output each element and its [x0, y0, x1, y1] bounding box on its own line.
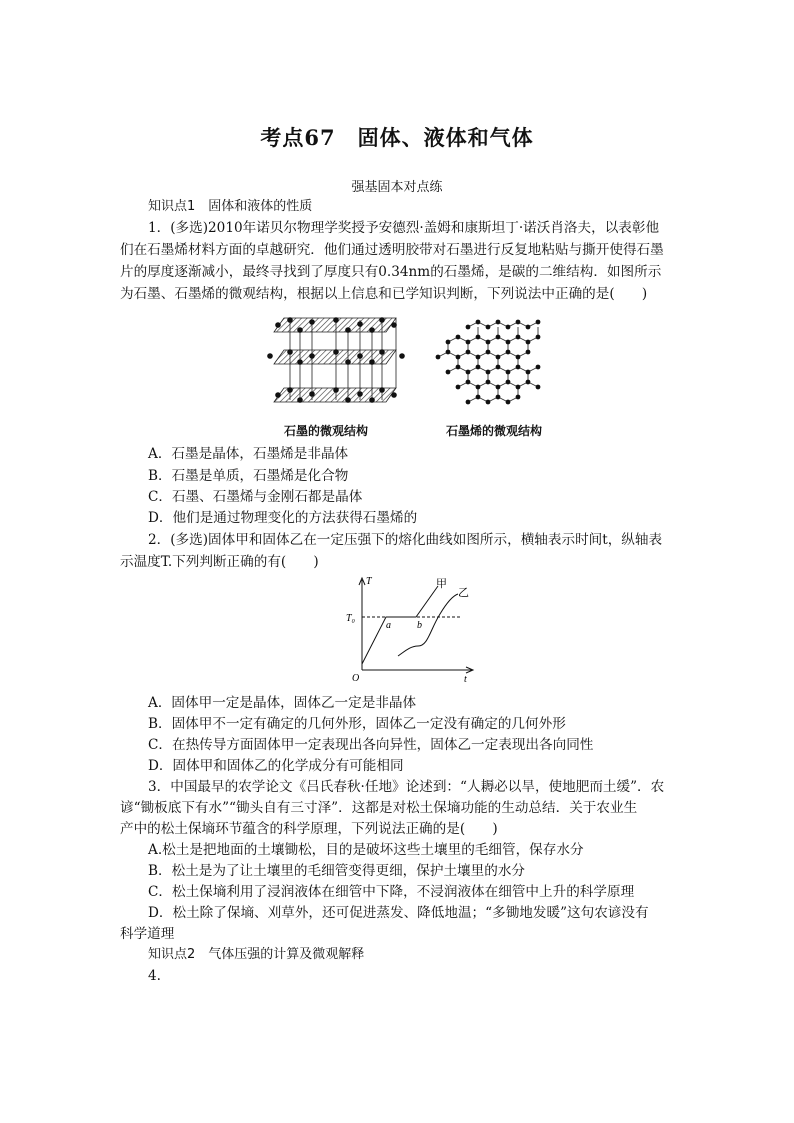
graphite-caption: 石墨的微观结构 — [284, 424, 369, 438]
melting-curve-graph — [340, 574, 480, 684]
q2-option-a: A．固体甲一定是晶体，固体乙一定是非晶体 — [148, 695, 417, 711]
q1-line-2: 们在石墨烯材料方面的卓越研究．他们通过透明胶带对石墨进行反复地粘贴与撕开使得石墨 — [120, 242, 664, 258]
q1-option-a: A．石墨是晶体，石墨烯是非晶体 — [148, 446, 349, 462]
q3-option-a: A.松土是把地面的土壤锄松，目的是破坏这些土壤里的毛细管，保存水分 — [148, 842, 584, 858]
origin-label: O — [352, 673, 360, 684]
q3-line-1: 3．中国最早的农学论文《吕氏春秋·任地》论述到：“人耨必以旱，使地肥而土缓”．农 — [148, 779, 665, 795]
curve-yi — [398, 594, 458, 656]
q2-line-2: 示温度T.下列判断正确的有( ) — [120, 554, 319, 570]
curve-jia-label: 甲 — [436, 577, 447, 590]
graphite-structure-figure — [264, 310, 414, 415]
q3-line-3: 产中的松土保墒环节蕴含的科学原理，下列说法正确的是( ) — [120, 821, 498, 837]
q2-line-1: 2．(多选)固体甲和固体乙在一定压强下的熔化曲线如图所示，横轴表示时间t，纵轴表 — [148, 532, 663, 548]
q1-option-d: D．他们是通过物理变化的方法获得石墨烯的 — [148, 510, 418, 526]
y-axis-label: T — [366, 576, 372, 587]
section-heading-2: 知识点2 气体压强的计算及微观解释 — [148, 947, 365, 962]
q1-line-3: 片的厚度逐渐减小，最终寻找到了厚度只有0.34nm的石墨烯，是碳的二维结构．如图所示 — [120, 264, 662, 280]
x-axis-label: t — [464, 674, 467, 684]
graphene-caption: 石墨烯的微观结构 — [446, 424, 543, 438]
graphene-structure-figure — [428, 312, 558, 412]
q2-option-c: C．在热传导方面固体甲一定表现出各向异性，固体乙一定表现出各向同性 — [148, 737, 594, 753]
q2-option-b: B．固体甲不一定有确定的几何外形，固体乙一定没有确定的几何外形 — [148, 716, 566, 732]
point-b-label: b — [417, 620, 422, 631]
q1-line-1: 1．(多选)2010年诺贝尔物理学奖授予安德烈·盖姆和康斯坦丁·诺沃肖洛夫，以表彰他 — [148, 220, 660, 236]
t0-label: T₀ — [346, 613, 356, 624]
page-subtitle: 强基固本对点练 — [351, 180, 443, 195]
q4-number: 4. — [148, 968, 161, 984]
q3-option-d: D．松土除了保墒、刈草外，还可促进蒸发、降低地温；“多锄地发暖”这句农谚没有 — [148, 905, 649, 921]
q3-option-c: C．松土保墒利用了浸润液体在细管中下降，不浸润液体在细管中上升的科学原理 — [148, 884, 635, 900]
point-a-label: a — [386, 620, 391, 631]
q1-option-c: C．石墨、石墨烯与金刚石都是晶体 — [148, 489, 363, 505]
page-title: 考点67 固体、液体和气体 — [260, 125, 534, 150]
q1-option-b: B．石墨是单质，石墨烯是化合物 — [148, 468, 349, 484]
curve-yi-label: 乙 — [458, 586, 469, 599]
curve-jia — [362, 586, 438, 664]
q1-line-4: 为石墨、石墨烯的微观结构，根据以上信息和已学知识判断，下列说法中正确的是( ) — [120, 286, 648, 302]
q2-option-d: D．固体甲和固体乙的化学成分有可能相同 — [148, 758, 404, 774]
q3-option-d-continuation: 科学道理 — [120, 926, 175, 942]
q3-line-2: 谚“锄板底下有水”“锄头自有三寸泽”．这都是对松土保墒功能的生动总结．关于农业生 — [120, 800, 638, 816]
q3-option-b: B．松土是为了让土壤里的毛细管变得更细，保护土壤里的水分 — [148, 863, 526, 879]
section-heading-1: 知识点1 固体和液体的性质 — [148, 199, 313, 214]
